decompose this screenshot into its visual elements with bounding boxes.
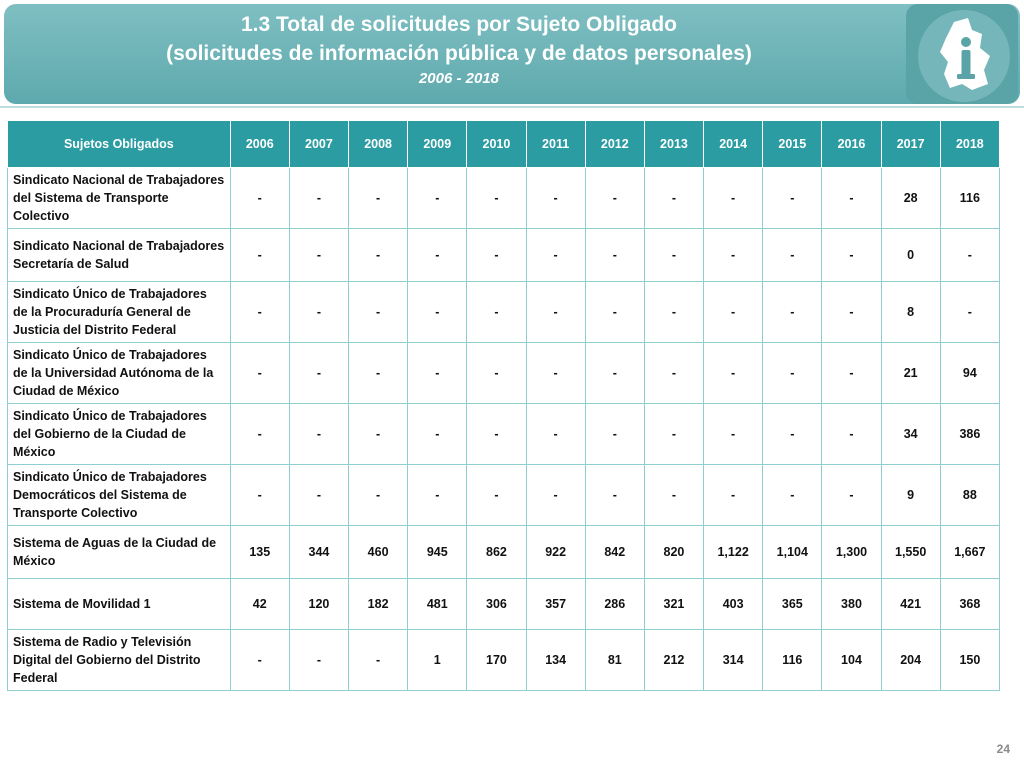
- table-cell: -: [585, 343, 644, 404]
- column-header: 2006: [230, 121, 289, 168]
- table-cell: -: [526, 168, 585, 229]
- table-cell: -: [526, 404, 585, 465]
- table-cell: 81: [585, 630, 644, 691]
- table-cell: -: [585, 404, 644, 465]
- table-cell: 820: [644, 526, 703, 579]
- table-cell: 1,122: [704, 526, 763, 579]
- row-label: Sindicato Único de Trabajadores Democráticos del Sistema de Transporte Colectivo: [8, 465, 231, 526]
- column-header: 2013: [644, 121, 703, 168]
- table-cell: 306: [467, 579, 526, 630]
- table-cell: 1,300: [822, 526, 881, 579]
- table-cell: -: [289, 282, 348, 343]
- table-cell: -: [763, 229, 822, 282]
- table-cell: 204: [881, 630, 940, 691]
- table-cell: 1,104: [763, 526, 822, 579]
- column-header: 2015: [763, 121, 822, 168]
- table-cell: -: [644, 343, 703, 404]
- table-cell: -: [230, 229, 289, 282]
- table-cell: 357: [526, 579, 585, 630]
- table-cell: -: [763, 404, 822, 465]
- row-label: Sistema de Movilidad 1: [8, 579, 231, 630]
- table-cell: 1: [408, 630, 467, 691]
- table-cell: -: [822, 465, 881, 526]
- row-label: Sistema de Aguas de la Ciudad de México: [8, 526, 231, 579]
- table-cell: -: [230, 630, 289, 691]
- table-cell: -: [467, 168, 526, 229]
- table-cell: 481: [408, 579, 467, 630]
- year-range: 2006 - 2018: [418, 70, 500, 87]
- table-cell: -: [526, 229, 585, 282]
- table-cell: -: [289, 630, 348, 691]
- table-cell: -: [704, 465, 763, 526]
- table-cell: -: [822, 343, 881, 404]
- table-cell: 1,667: [940, 526, 999, 579]
- table-cell: -: [408, 229, 467, 282]
- table-cell: 1,550: [881, 526, 940, 579]
- table-cell: 34: [881, 404, 940, 465]
- column-header: 2009: [408, 121, 467, 168]
- table-cell: -: [289, 168, 348, 229]
- table-cell: -: [644, 168, 703, 229]
- table-header-row: [8, 121, 1000, 168]
- table-cell: -: [230, 168, 289, 229]
- table-cell: 8: [881, 282, 940, 343]
- table-cell: -: [704, 343, 763, 404]
- table-cell: -: [822, 282, 881, 343]
- table-cell: 365: [763, 579, 822, 630]
- table-cell: 862: [467, 526, 526, 579]
- table-cell: -: [349, 168, 408, 229]
- table-cell: -: [408, 404, 467, 465]
- table-cell: -: [526, 465, 585, 526]
- table-cell: 120: [289, 579, 348, 630]
- table-cell: 403: [704, 579, 763, 630]
- table-cell: 150: [940, 630, 999, 691]
- table-cell: 94: [940, 343, 999, 404]
- table-cell: -: [349, 343, 408, 404]
- table-cell: -: [289, 229, 348, 282]
- table-cell: 344: [289, 526, 348, 579]
- table-row: [8, 343, 1000, 404]
- table-cell: 314: [704, 630, 763, 691]
- table-row: [8, 579, 1000, 630]
- table-cell: -: [526, 282, 585, 343]
- table-row: [8, 465, 1000, 526]
- table-cell: -: [585, 465, 644, 526]
- row-label: Sindicato Único de Trabajadores de la Universidad Autónoma de la Ciudad de México: [8, 343, 231, 404]
- table-cell: 42: [230, 579, 289, 630]
- table-cell: 182: [349, 579, 408, 630]
- column-header: 2012: [585, 121, 644, 168]
- table-cell: 104: [822, 630, 881, 691]
- table-cell: 28: [881, 168, 940, 229]
- column-header: 2016: [822, 121, 881, 168]
- table-cell: -: [644, 282, 703, 343]
- table-cell: 380: [822, 579, 881, 630]
- title-block: [4, 10, 914, 89]
- table-cell: 170: [467, 630, 526, 691]
- table-cell: -: [467, 282, 526, 343]
- table-row: [8, 526, 1000, 579]
- table-cell: -: [349, 229, 408, 282]
- table-cell: -: [940, 282, 999, 343]
- page-title: 1.3 Total de solicitudes por Sujeto Obligado: [241, 13, 677, 36]
- table-cell: -: [289, 404, 348, 465]
- table-cell: -: [585, 168, 644, 229]
- column-header: 2011: [526, 121, 585, 168]
- table-cell: 421: [881, 579, 940, 630]
- table-cell: -: [467, 343, 526, 404]
- table-cell: 116: [940, 168, 999, 229]
- table-cell: 842: [585, 526, 644, 579]
- table-cell: -: [940, 229, 999, 282]
- column-header: Sujetos Obligados: [8, 121, 231, 168]
- table-cell: -: [349, 282, 408, 343]
- table-cell: -: [822, 404, 881, 465]
- table-cell: -: [467, 229, 526, 282]
- data-table: [7, 120, 1000, 691]
- table-cell: -: [408, 282, 467, 343]
- table-cell: -: [467, 404, 526, 465]
- table-cell: -: [408, 465, 467, 526]
- table-cell: -: [763, 343, 822, 404]
- column-header: 2007: [289, 121, 348, 168]
- table-cell: 945: [408, 526, 467, 579]
- table-cell: -: [526, 343, 585, 404]
- table-cell: 212: [644, 630, 703, 691]
- table-row: [8, 229, 1000, 282]
- column-header: 2014: [704, 121, 763, 168]
- table-row: [8, 282, 1000, 343]
- table-cell: 116: [763, 630, 822, 691]
- header-separator: [0, 106, 1024, 108]
- table-cell: -: [349, 404, 408, 465]
- row-label: Sindicato Nacional de Trabajadores Secretaría de Salud: [8, 229, 231, 282]
- row-label: Sindicato Nacional de Trabajadores del Sistema de Transporte Colectivo: [8, 168, 231, 229]
- column-header: 2017: [881, 121, 940, 168]
- table-cell: 460: [349, 526, 408, 579]
- table-cell: 0: [881, 229, 940, 282]
- row-label: Sindicato Único de Trabajadores del Gobierno de la Ciudad de México: [8, 404, 231, 465]
- table-cell: -: [644, 229, 703, 282]
- table-cell: 286: [585, 579, 644, 630]
- table-cell: 9: [881, 465, 940, 526]
- table-cell: -: [763, 282, 822, 343]
- table-cell: -: [704, 282, 763, 343]
- table-cell: -: [230, 282, 289, 343]
- cdmx-info-logo-icon: [910, 4, 1014, 104]
- row-label: Sindicato Único de Trabajadores de la Procuraduría General de Justicia del Distrito Federal: [8, 282, 231, 343]
- table-cell: 21: [881, 343, 940, 404]
- logo-box: [906, 4, 1018, 104]
- table-cell: -: [349, 630, 408, 691]
- table-cell: -: [349, 465, 408, 526]
- table-cell: -: [230, 343, 289, 404]
- table-cell: -: [230, 404, 289, 465]
- table-row: [8, 168, 1000, 229]
- table-cell: 386: [940, 404, 999, 465]
- page-subtitle: (solicitudes de información pública y de datos personales): [166, 42, 752, 65]
- table-cell: -: [408, 343, 467, 404]
- table-cell: -: [704, 404, 763, 465]
- table-cell: -: [289, 343, 348, 404]
- table-cell: 922: [526, 526, 585, 579]
- table-cell: -: [644, 404, 703, 465]
- table-cell: -: [763, 465, 822, 526]
- column-header: 2010: [467, 121, 526, 168]
- table-cell: 368: [940, 579, 999, 630]
- page-number: 24: [996, 742, 1010, 756]
- table-cell: 321: [644, 579, 703, 630]
- table-cell: -: [408, 168, 467, 229]
- table-cell: 88: [940, 465, 999, 526]
- table-cell: -: [644, 465, 703, 526]
- table-cell: 134: [526, 630, 585, 691]
- column-header: 2008: [349, 121, 408, 168]
- table-cell: -: [585, 229, 644, 282]
- column-header: 2018: [940, 121, 999, 168]
- row-label: Sistema de Radio y Televisión Digital del Gobierno del Distrito Federal: [8, 630, 231, 691]
- table-cell: -: [763, 168, 822, 229]
- table-cell: -: [704, 229, 763, 282]
- table-cell: -: [822, 168, 881, 229]
- table-row: [8, 630, 1000, 691]
- table-cell: -: [822, 229, 881, 282]
- table-row: [8, 404, 1000, 465]
- table-cell: -: [289, 465, 348, 526]
- table-cell: -: [585, 282, 644, 343]
- table-cell: 135: [230, 526, 289, 579]
- table-cell: -: [230, 465, 289, 526]
- table-cell: -: [467, 465, 526, 526]
- table-cell: -: [704, 168, 763, 229]
